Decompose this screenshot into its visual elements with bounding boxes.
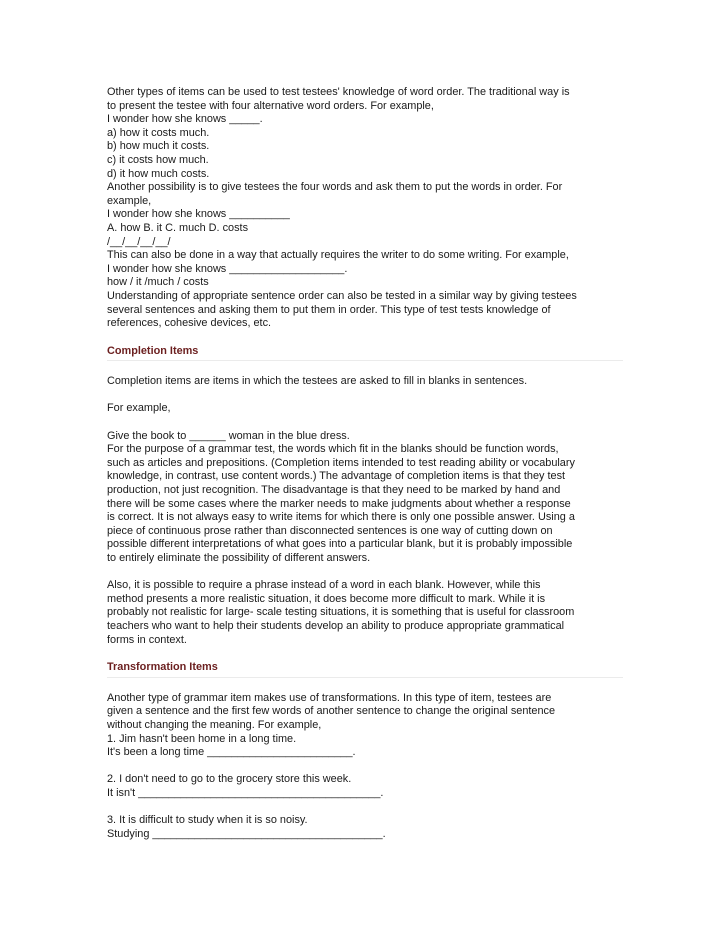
text-line: example,	[107, 194, 152, 207]
transformation-item	[107, 814, 623, 841]
text-line: Other types of items can be used to test testees' knowledge of word order. The traditional way is	[107, 86, 570, 98]
text-line: to present the testee with four alternative word orders. For example,	[107, 99, 434, 112]
text-line: method presents a more realistic situation, it does become more difficult to mark. While it is	[107, 592, 546, 605]
text-line: 2. I don't need to go to the grocery store this week.	[107, 773, 352, 786]
intro-paragraph	[107, 86, 623, 331]
text-line: Give the book to ______ woman in the blue dress.	[107, 429, 350, 442]
text-line: without changing the meaning. For example,	[107, 718, 322, 731]
completion-paragraph	[107, 579, 623, 647]
text-line: It isn't ________________________________________.	[107, 786, 384, 799]
text-line: forms in context.	[107, 633, 187, 646]
text-line: Understanding of appropriate sentence order can also be tested in a similar way by giving testees	[107, 289, 577, 302]
text-line: given a sentence and the first few words of another sentence to change the original sentence	[107, 705, 556, 718]
text-line: how / it /much / costs	[107, 276, 209, 289]
text-line: I wonder how she knows ___________________.	[107, 262, 348, 275]
text-line: I wonder how she knows __________	[107, 208, 290, 221]
text-line: teachers who want to help their students develop an ability to produce appropriate grammatical	[107, 619, 565, 632]
text-line: there will be some cases where the marker needs to make judgments about whether a response	[107, 497, 571, 510]
text-line: For example,	[107, 402, 171, 415]
transformation-section	[107, 661, 623, 841]
text-line: a) how it costs much.	[107, 126, 210, 139]
text-line: c) it costs how much.	[107, 153, 209, 166]
text-line: possible different interpretations of what goes into a particular blank, but it is probably impossible	[107, 538, 573, 551]
text-line: This can also be done in a way that actually requires the writer to do some writing. For example,	[107, 249, 569, 262]
text-line: several sentences and asking them to put them in order. This type of test tests knowledge of	[107, 303, 551, 316]
section-heading-transformation: Transformation Items	[107, 661, 623, 678]
text-line: For the purpose of a grammar test, the words which fit in the blanks should be function words,	[107, 443, 559, 456]
text-line: A. how B. it C. much D. costs	[107, 221, 249, 234]
text-line: It's been a long time ________________________.	[107, 746, 356, 759]
completion-section	[107, 345, 623, 647]
text-line: production, not just recognition. The disadvantage is that they need to be marked by hand and	[107, 484, 561, 497]
text-line: is correct. It is not always easy to write items for which there is only one possible answer. Using a	[107, 511, 575, 524]
text-line: Studying ______________________________________.	[107, 827, 386, 840]
text-line: b) how much it costs.	[107, 140, 210, 153]
text-line: I wonder how she knows _____.	[107, 113, 263, 126]
text-line: such as articles and prepositions. (Completion items intended to test reading ability or vocabulary	[107, 456, 575, 469]
text-line: probably not realistic for large- scale testing situations, it is something that is useful for classroom	[107, 606, 575, 619]
text-line: Completion items are items in which the testees are asked to fill in blanks in sentences.	[107, 375, 528, 388]
text-line: 1. Jim hasn't been home in a long time.	[107, 732, 297, 745]
text-line: to entirely eliminate the possibility of different answers.	[107, 552, 371, 564]
text-line: piece of continuous prose rather than disconnected sentences is one way of cutting down on	[107, 524, 553, 537]
text-line: Another possibility is to give testees the four words and ask them to put the words in order. For	[107, 181, 563, 194]
text-line: Another type of grammar item makes use of transformations. In this type of item, testees are	[107, 691, 552, 704]
completion-paragraph	[107, 430, 623, 566]
transformation-paragraph	[107, 692, 623, 760]
text-line: Also, it is possible to require a phrase instead of a word in each blank. However, while this	[107, 579, 541, 592]
section-heading-completion: Completion Items	[107, 345, 623, 362]
text-line: knowledge, in contrast, use content words.) The advantage of completion items is that they test	[107, 470, 566, 483]
document-page	[107, 86, 623, 841]
text-line: 3. It is difficult to study when it is so noisy.	[107, 814, 308, 827]
text-line: /__/__/__/__/	[107, 235, 171, 248]
text-line: d) it how much costs.	[107, 167, 210, 180]
transformation-item	[107, 773, 623, 800]
text-line: references, cohesive devices, etc.	[107, 317, 272, 330]
